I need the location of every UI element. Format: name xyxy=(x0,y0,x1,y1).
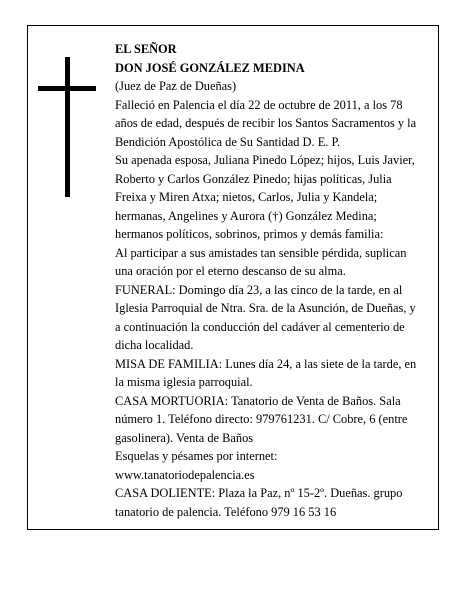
title-line-2: DON JOSÉ GONZÁLEZ MEDINA xyxy=(115,60,305,75)
cross-vertical-bar xyxy=(65,57,70,197)
paragraph-family-mass: MISA DE FAMILIA: Lunes día 24, a las siete de la tarde, en la misma iglesia parroquial. xyxy=(115,356,417,389)
paragraph-funeral-home: CASA MORTUORIA: Tanatorio de Venta de Baños. Sala número 1. Teléfono directo: 979761231. C/ Cobre, 6 (entre gasolinera). Venta de Baños xyxy=(115,393,408,445)
paragraph-condolences: Esquelas y pésames por internet: www.tanatoriodepalencia.es xyxy=(115,449,278,482)
paragraph-family: Su apenada esposa, Juliana Pinedo López; hijos, Luis Javier, Roberto y Carlos González Pinedo; hijas políticas, Julia Freixa y Miren Atxa; nietos, Carlos, Julia y Kandela; hermanas, Angelines y Aurora (†) González Medina; hermanos políticos, sobrinos, primos y demás familia: xyxy=(115,153,415,241)
paragraph-prayer: Al participar a sus amistades tan sensible pérdida, suplican una oración por el eterno descanso de su alma. xyxy=(115,245,407,278)
paragraph-funeral: FUNERAL: Domingo día 23, a las cinco de la tarde, en al Iglesia Parroquial de Ntra. Sra. de la Asunción, de Dueñas, y a continuación la conducción del cadáver al cementerio de dicha localidad. xyxy=(115,282,416,352)
cross-icon xyxy=(38,57,96,197)
obituary-text xyxy=(115,40,419,521)
paragraph-mourning-home: CASA DOLIENTE: Plaza la Paz, nº 15-2º. Dueñas. grupo tanatorio de palencia. Teléfono 979 16 53 16 xyxy=(115,486,403,519)
paragraph-death-notice: Falleció en Palencia el día 22 de octubre de 2011, a los 78 años de edad, después de recibir los Santos Sacramentos y la Bendición Apostólica de Su Santidad D. E. P. xyxy=(115,97,417,149)
cross-horizontal-bar xyxy=(38,86,96,91)
subtitle: (Juez de Paz de Dueñas) xyxy=(115,79,237,93)
title-line-1: EL SEÑOR xyxy=(115,42,177,56)
